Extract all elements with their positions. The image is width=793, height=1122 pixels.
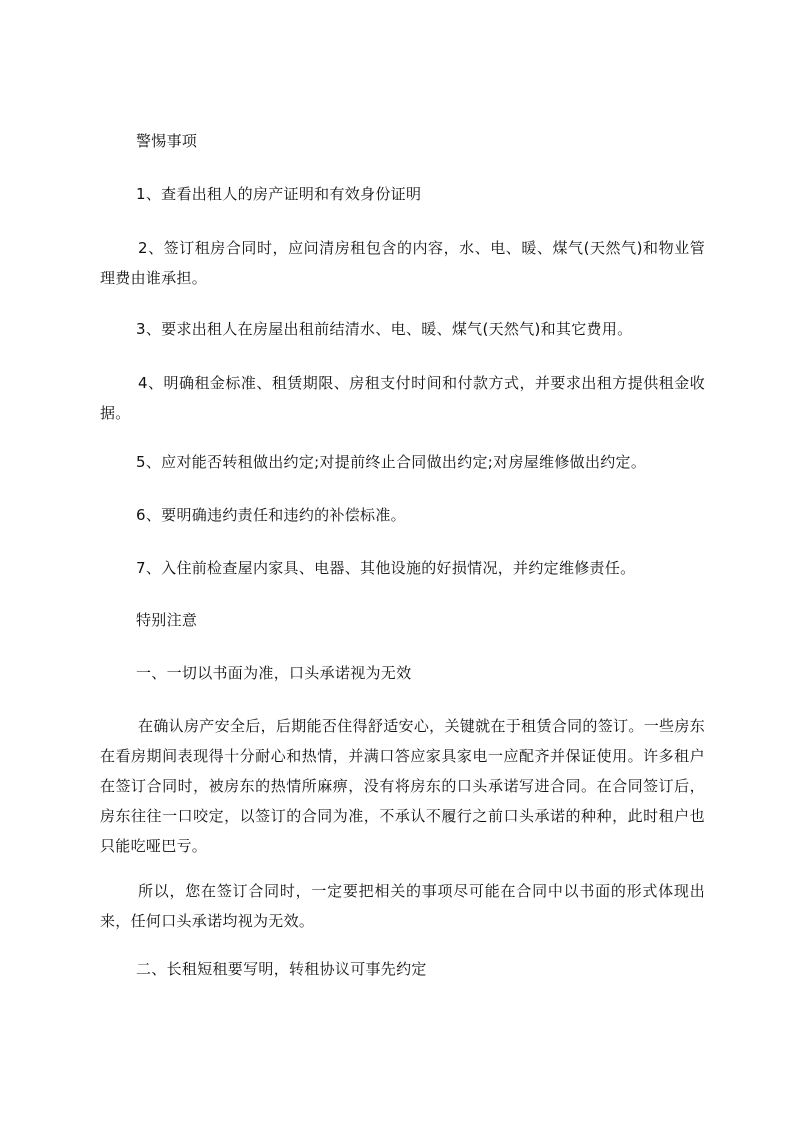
item-4: 4、明确租金标准、租赁期限、房租支付时间和付款方式，并要求出租方提供租金收据。 (100, 374, 705, 422)
section-1-paragraph-2: 所以，您在签订合同时，一定要把相关的事项尽可能在合同中以书面的形式体现出来，任何口头承诺均视为无效。 (100, 882, 705, 930)
item-1: 1、查看出租人的房产证明和有效身份证明 (136, 185, 422, 203)
section-2-title: 二、长租短租要写明，转租协议可事先约定 (136, 960, 427, 978)
item-2: 2、签订租房合同时，应问清房租包含的内容，水、电、暖、煤气(天然气)和物业管理费由谁承担。 (100, 239, 705, 287)
section-1-title: 一、一切以书面为准，口头承诺视为无效 (136, 664, 412, 682)
section-1-paragraph-1: 在确认房产安全后，后期能否住得舒适安心，关键就在于租赁合同的签订。一些房东在看房期间表现得十分耐心和热情，并满口答应家具家电一应配齐并保证使用。许多租户在签订合同时，被房东的热情所麻痹，没有将房东的口头承诺写进合同。在合同签订后，房东往往一口咬定，以签订的合同为准，不承认不履行之前口头承诺的种种，此时租户也只能吃哑巴亏。 (100, 717, 705, 855)
heading-warnings: 警惕事项 (136, 132, 198, 150)
item-6: 6、要明确违约责任和违约的补偿标准。 (136, 506, 406, 524)
heading-special-notes: 特别注意 (136, 611, 198, 629)
item-3: 3、要求出租人在房屋出租前结清水、电、暖、煤气(天然气)和其它费用。 (136, 320, 633, 338)
item-7: 7、入住前检查屋内家具、电器、其他设施的好损情况，并约定维修责任。 (136, 559, 636, 577)
item-5: 5、应对能否转租做出约定;对提前终止合同做出约定;对房屋维修做出约定。 (136, 453, 647, 471)
